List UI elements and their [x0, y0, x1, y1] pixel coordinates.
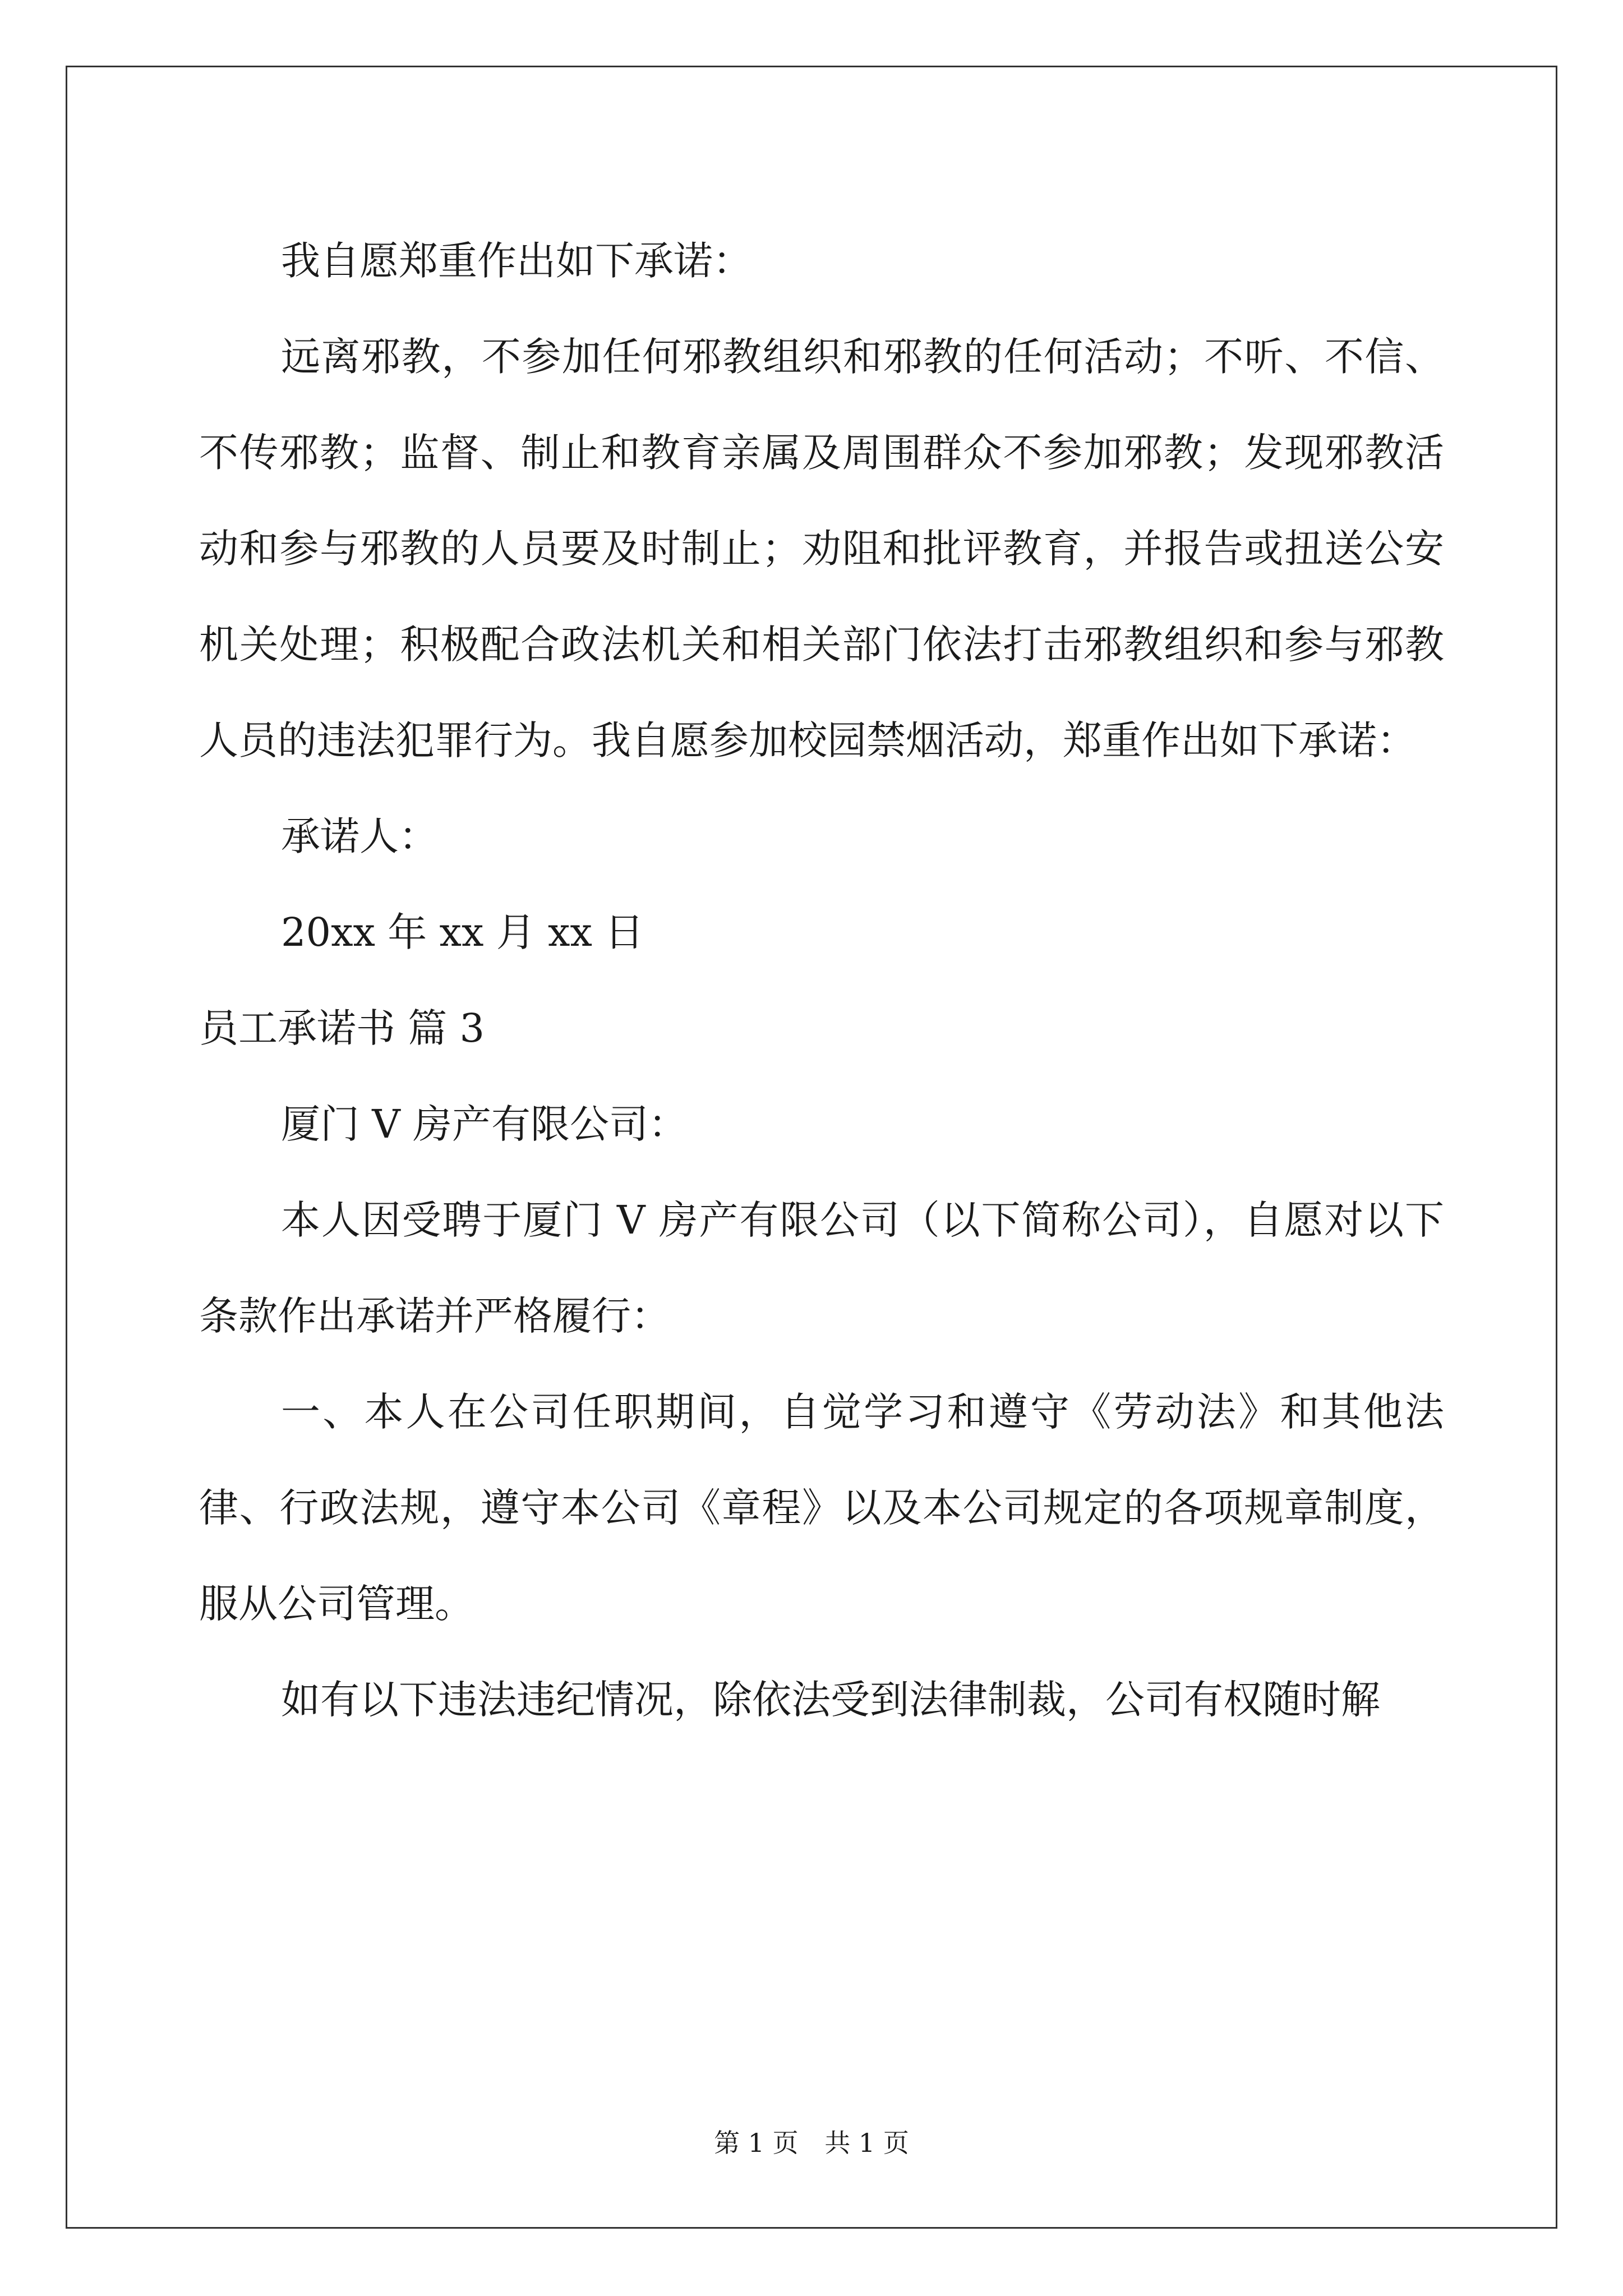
paragraph-date: 20xx 年 xx 月 xx 日 [281, 909, 644, 955]
page-number: 第 1 页 [714, 2128, 799, 2158]
page-footer [0, 2126, 1623, 2160]
paragraph-clause-one: 一、本人在公司任职期间，自觉学习和遵守《劳动法》和其他法律、行政法规，遵守本公司《章程》以及本公司规定的各项规章制度，服从公司管理。 [199, 1389, 1444, 1627]
paragraph-signer: 承诺人： [281, 813, 438, 859]
document-body [199, 213, 1444, 1748]
section-heading: 员工承诺书 篇 3 [199, 1005, 485, 1051]
paragraph-employment: 本人因受聘于厦门 V 房产有限公司（以下简称公司），自愿对以下条款作出承诺并严格履行： [199, 1197, 1444, 1339]
paragraph-pledge-intro: 我自愿郑重作出如下承诺： [281, 238, 752, 284]
page-total: 共 1 页 [824, 2128, 909, 2158]
paragraph-addressee: 厦门 V 房产有限公司： [281, 1101, 688, 1147]
paragraph-violations: 如有以下违法违纪情况，除依法受到法律制裁，公司有权随时解 [281, 1677, 1380, 1723]
paragraph-pledge-body: 远离邪教，不参加任何邪教组织和邪教的任何活动；不听、不信、不传邪教；监督、制止和教育亲属及周围群众不参加邪教；发现邪教活动和参与邪教的人员要及时制止；劝阻和批评教育，并报告或扭送公安机关处理；积极配合政法机关和相关部门依法打击邪教组织和参与邪教人员的违法犯罪行为。我自愿参加校园禁烟活动，郑重作出如下承诺： [199, 334, 1444, 763]
